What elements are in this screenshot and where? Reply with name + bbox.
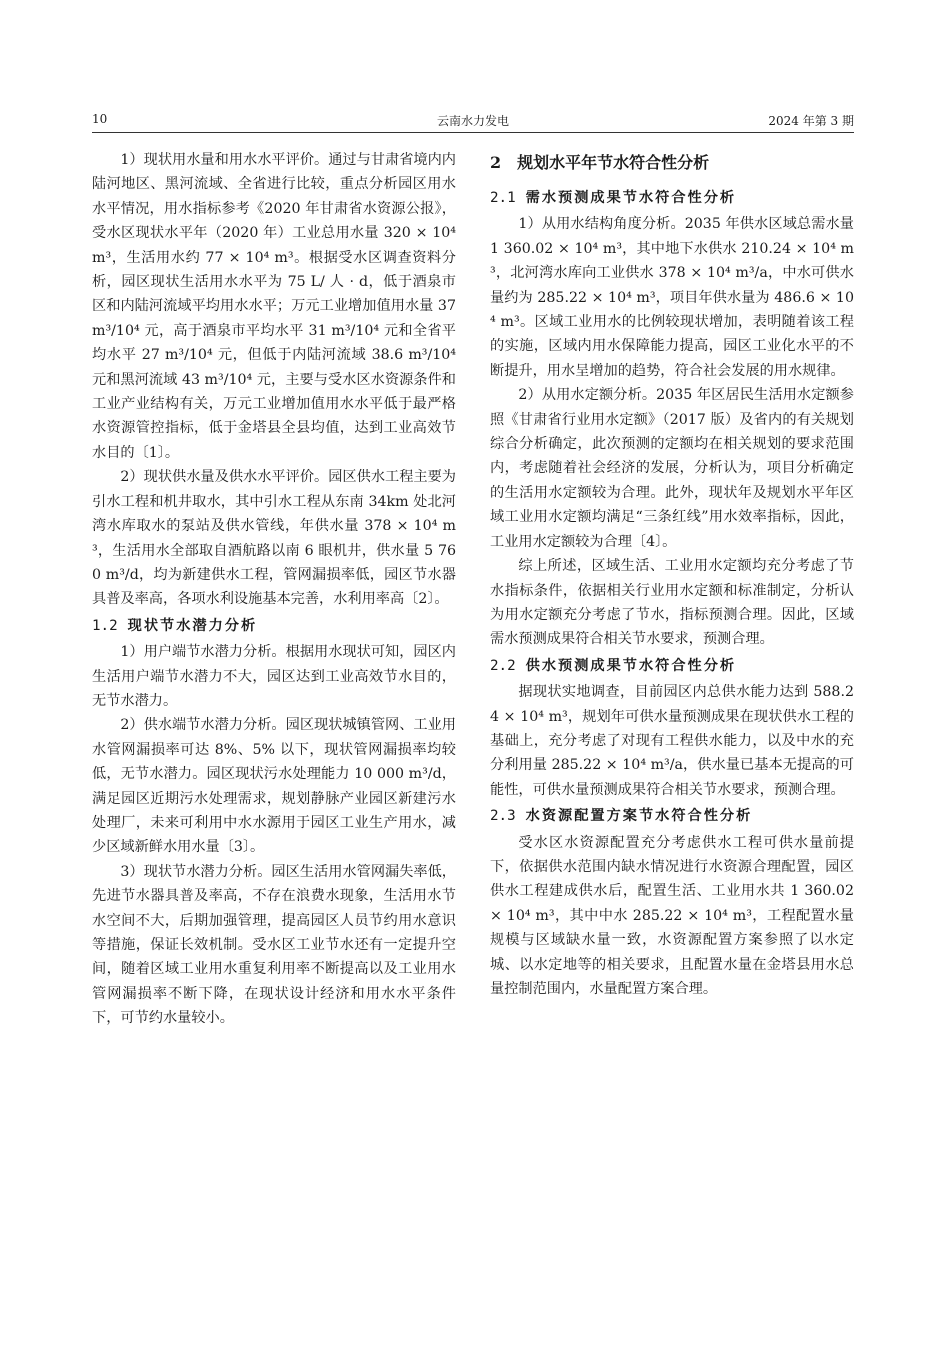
paragraph: 综上所述，区域生活、工业用水定额均充分考虑了节水指标条件，依据相关行业用水定额和标准制定，分析认为用水定额充分考虑了节水，指标预测合理。因此，区域需水预测成果符合相关节水要求，预测合理。	[490, 558, 854, 648]
paragraph: 2）从用水定额分析。2035 年区居民生活用水定额参照《甘肃省行业用水定额》（2017 版）及省内的有关规划综合分析确定，此次预测的定额均在相关规划的要求范围内，考虑随着社会经济的发展，分析认为，项目分析确定的生活用水定额较为合理。此外，现状年及规划水平年区域工业用水定额均满足“三条红线”用水效率指标，因此，工业用水定额较为合理〔4〕。	[490, 387, 854, 550]
issue-label: 2024 年第 3 期	[768, 114, 854, 128]
subsection-heading	[490, 654, 854, 678]
paragraph: 据现状实地调查，目前园区内总供水能力达到 588.24 × 10⁴ m³，规划年可供水量预测成果在现状供水工程的基础上，充分考虑了对现有工程供水能力，以及中水的充分利用量 285.22 × 10⁴ m³/a，供水量已基本无提高的可能性，可供水量预测成果符合相关节水要求，预测合理。	[490, 684, 854, 798]
paragraph: 1）从用水结构角度分析。2035 年供水区域总需水量 1 360.02 × 10⁴ m³，其中地下水供水 210.24 × 10⁴ m³，北河湾水库向工业供水 378 × 10⁴ m³/a，中水可供水量约为 285.22 × 10⁴ m³，项目年供水量为 486.6 × 10⁴ m³。区域工业用水的比例较现状增加，表明随着该工程的实施，区域内用水保障能力提高，园区工业化水平的不断提升，用水呈增加的趋势，符合社会发展的用水规律。	[490, 216, 854, 379]
subsection-number: 2.3	[490, 808, 516, 825]
paragraph: 2）现状供水量及供水水平评价。园区供水工程主要为引水工程和机井取水，其中引水工程从东南 34km 处北河湾水库取水的泵站及供水管线，年供水量 378 × 10⁴ m³，生活用水全部取自酒航路以南 6 眼机井，供水量 5 760 m³/d，均为新建供水工程，管网漏损率低，园区节水器具普及率高，各项水利设施基本完善，水利用率高〔2〕。	[92, 469, 456, 608]
paragraph: 1）用户端节水潜力分析。根据用水现状可知，园区内生活用户端节水潜力不大，园区达到工业高效节水目的，无节水潜力。	[92, 644, 456, 709]
subsection-heading	[92, 614, 456, 638]
right-column	[490, 148, 854, 1001]
subsection-number: 2.1	[490, 190, 516, 206]
left-column	[92, 148, 456, 1031]
running-header	[92, 108, 854, 133]
subsection-number: 1.2	[92, 617, 118, 634]
subsection-title: 需水预测成果节水符合性分析	[525, 190, 737, 206]
subsection-heading	[490, 804, 854, 828]
subsection-heading	[490, 186, 854, 210]
page-number: 10	[92, 112, 108, 126]
subsection-title: 水资源配置方案节水符合性分析	[525, 808, 753, 825]
section-heading: 2 规划水平年节水符合性分析	[490, 153, 710, 172]
paragraph: 1）现状用水量和用水水平评价。通过与甘肃省境内内陆河地区、黑河流域、全省进行比较，重点分析园区用水水平情况，用水指标参考《2020 年甘肃省水资源公报》，受水区现状水平年（2020 年）工业总用水量 320 × 10⁴ m³，生活用水约 77 × 10⁴ m³。根据受水区调查资料分析，园区现状生活用水水平为 75 L/ 人 · d，低于酒泉市区和内陆河流域平均用水水平；万元工业增加值用水量 37 m³/10⁴ 元，高于酒泉市平均水平 31 m³/10⁴ 元和全省平均水平 27 m³/10⁴ 元，但低于内陆河流域 38.6 m³/10⁴ 元和黑河流域 43 m³/10⁴ 元，主要与受水区水资源条件和工业产业结构有关，万元工业增加值用水水平低于最严格水资源管控指标，低于金塔县全县均值，达到工业高效节水目的〔1〕。	[92, 152, 456, 461]
paragraph: 3）现状节水潜力分析。园区生活用水管网漏失率低，先进节水器具普及率高，不存在浪费水现象，生活用水节水空间不大，后期加强管理，提高园区人员节约用水意识等措施，保证长效机制。受水区工业节水还有一定提升空间，随着区域工业用水重复利用率不断提高以及工业用水管网漏损率不断下降，在现状设计经济和用水水平条件下，可节约水量较小。	[92, 863, 456, 1027]
subsection-number: 2.2	[490, 657, 516, 674]
paragraph: 受水区水资源配置充分考虑供水工程可供水量前提下，依据供水范围内缺水情况进行水资源合理配置，园区供水工程建成供水后，配置生活、工业用水共 1 360.02 × 10⁴ m³，其中中水 285.22 × 10⁴ m³，工程配置水量规模与区域缺水量一致，水资源配置方案参照了以水定城、以水定地等的相关要求，且配置水量在金塔县用水总量控制范围内，水量配置方案合理。	[490, 834, 854, 997]
journal-name: 云南水力发电	[436, 114, 509, 128]
subsection-title: 供水预测成果节水符合性分析	[525, 657, 737, 674]
subsection-title: 现状节水潜力分析	[127, 617, 258, 634]
paragraph: 2）供水端节水潜力分析。园区现状城镇管网、工业用水管网漏损率可达 8%、5% 以下，现状管网漏损率均较低，无节水潜力。园区现状污水处理能力 10 000 m³/d，满足园区近期污水处理需求，规划静脉产业园区新建污水处理厂，未来可利用中水水源用于园区工业生产用水，减少区域新鲜水用水量〔3〕。	[92, 717, 456, 856]
